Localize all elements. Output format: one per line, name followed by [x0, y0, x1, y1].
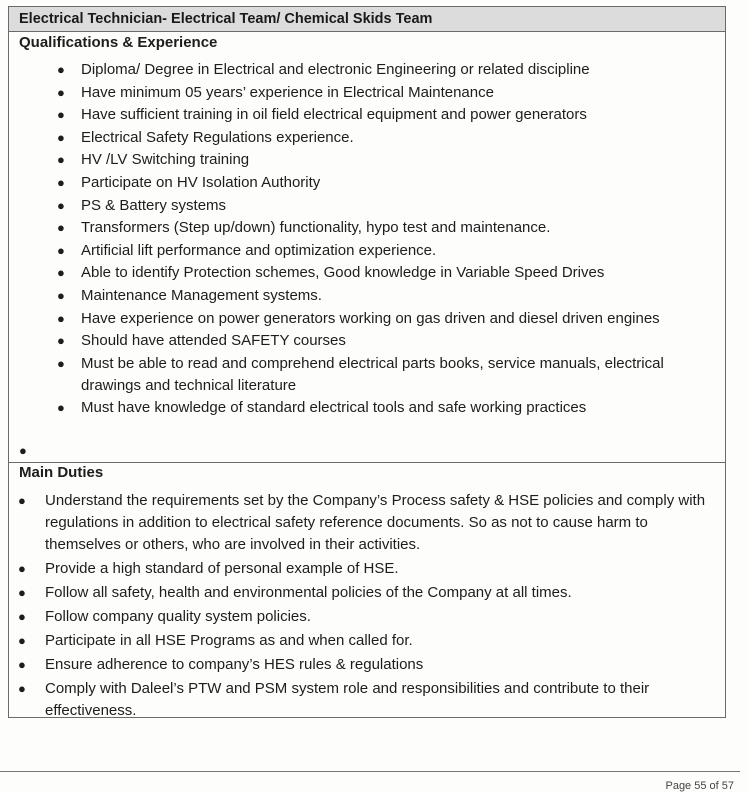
bullet-icon: ●: [57, 197, 65, 213]
qualification-item-text: Artificial lift performance and optimization experience.: [81, 241, 437, 259]
qualification-list-item: [57, 127, 701, 149]
qualification-list-item: [57, 59, 701, 81]
qualification-list-item: [57, 330, 701, 352]
duty-list-item: [18, 582, 715, 604]
qualifications-section: [9, 32, 725, 463]
qualification-item-text: Should have attended SAFETY courses: [81, 332, 346, 350]
bullet-icon: ●: [18, 493, 26, 508]
qualification-item-text: Maintenance Management systems.: [81, 286, 322, 304]
qualification-list-item: [57, 149, 701, 171]
qualification-item-text: Must have knowledge of standard electrical tools and safe working practices: [81, 399, 587, 417]
duty-item-text: Participate in all HSE Programs as and when called for.: [45, 632, 413, 649]
duty-item-text: Understand the requirements set by the Company’s Process safety & HSE policies and comply with regulations in addition to electrical safety reference documents. So as not to cause harm to themselves or others, who are involved in their activities.: [45, 492, 706, 553]
job-title-header: Electrical Technician- Electrical Team/ Chemical Skids Team: [9, 7, 725, 32]
duty-list-item: [18, 606, 715, 628]
footer-divider: [0, 771, 740, 772]
main-duties-heading: Main Duties: [19, 464, 104, 481]
qualification-list-item: [57, 353, 701, 397]
qualification-item-text: Transformers (Step up/down) functionality, hypo test and maintenance.: [81, 219, 551, 237]
empty-bullet-icon: ●: [19, 443, 27, 458]
qualification-item-text: Have sufficient training in oil field electrical equipment and power generators: [81, 106, 587, 124]
bullet-icon: ●: [18, 609, 26, 624]
duty-list-item: [18, 630, 715, 652]
qualification-item-text: Participate on HV Isolation Authority: [81, 173, 321, 191]
bullet-icon: ●: [57, 400, 65, 416]
qualification-item-text: PS & Battery systems: [81, 196, 227, 214]
bullet-icon: ●: [18, 681, 26, 696]
bullet-icon: ●: [18, 561, 26, 576]
bullet-icon: ●: [57, 287, 65, 303]
qualification-item-text: Electrical Safety Regulations experience.: [81, 128, 354, 146]
bullet-icon: ●: [18, 633, 26, 648]
qualification-item-text: Have experience on power generators working on gas driven and diesel driven engines: [81, 309, 660, 327]
qualifications-list: [57, 59, 701, 420]
duty-list-item: [18, 490, 715, 556]
duty-list-item: [18, 678, 715, 722]
duty-item-text: Ensure adherence to company’s HES rules & regulations: [45, 656, 424, 673]
qualification-list-item: [57, 82, 701, 104]
qualification-list-item: [57, 285, 701, 307]
qualification-item-text: Have minimum 05 years’ experience in Electrical Maintenance: [81, 83, 494, 101]
qualification-item-text: Must be able to read and comprehend electrical parts books, service manuals, electrical drawings and technical literature: [81, 354, 664, 394]
qualification-item-text: Able to identify Protection schemes, Good knowledge in Variable Speed Drives: [81, 264, 605, 282]
bullet-icon: ●: [57, 242, 65, 258]
bullet-icon: ●: [57, 333, 65, 349]
qualification-list-item: [57, 104, 701, 126]
qualification-list-item: [57, 217, 701, 239]
duty-item-text: Provide a high standard of personal example of HSE.: [45, 560, 399, 577]
page-number: Page 55 of 57: [665, 780, 734, 792]
bullet-icon: ●: [57, 174, 65, 190]
bullet-icon: ●: [57, 62, 65, 77]
qualification-list-item: [57, 262, 701, 284]
bullet-icon: ●: [57, 152, 65, 168]
qualification-list-item: [57, 308, 701, 330]
main-duties-list: [18, 490, 715, 724]
duty-item-text: Follow all safety, health and environmental policies of the Company at all times.: [45, 584, 572, 601]
duty-list-item: [18, 654, 715, 676]
bullet-icon: ●: [57, 265, 65, 281]
bullet-icon: ●: [57, 84, 65, 100]
qualification-list-item: [57, 240, 701, 262]
main-duties-section: [9, 463, 725, 717]
duty-list-item: [18, 558, 715, 580]
qualification-list-item: [57, 195, 701, 217]
bullet-icon: ●: [57, 129, 65, 145]
qualifications-heading: Qualifications & Experience: [19, 34, 218, 51]
bullet-icon: ●: [18, 585, 26, 600]
qualification-item-text: HV /LV Switching training: [81, 151, 250, 169]
bullet-icon: ●: [57, 355, 65, 371]
bullet-icon: ●: [18, 657, 26, 672]
job-description-table: [8, 6, 726, 718]
duty-item-text: Follow company quality system policies.: [45, 608, 311, 625]
bullet-icon: ●: [57, 310, 65, 326]
qualification-list-item: [57, 397, 701, 419]
bullet-icon: ●: [57, 107, 65, 123]
qualification-list-item: [57, 172, 701, 194]
qualification-item-text: Diploma/ Degree in Electrical and electronic Engineering or related discipline: [81, 61, 590, 78]
duty-item-text: Comply with Daleel’s PTW and PSM system role and responsibilities and contribute to their effectiveness.: [45, 680, 650, 719]
bullet-icon: ●: [57, 220, 65, 236]
